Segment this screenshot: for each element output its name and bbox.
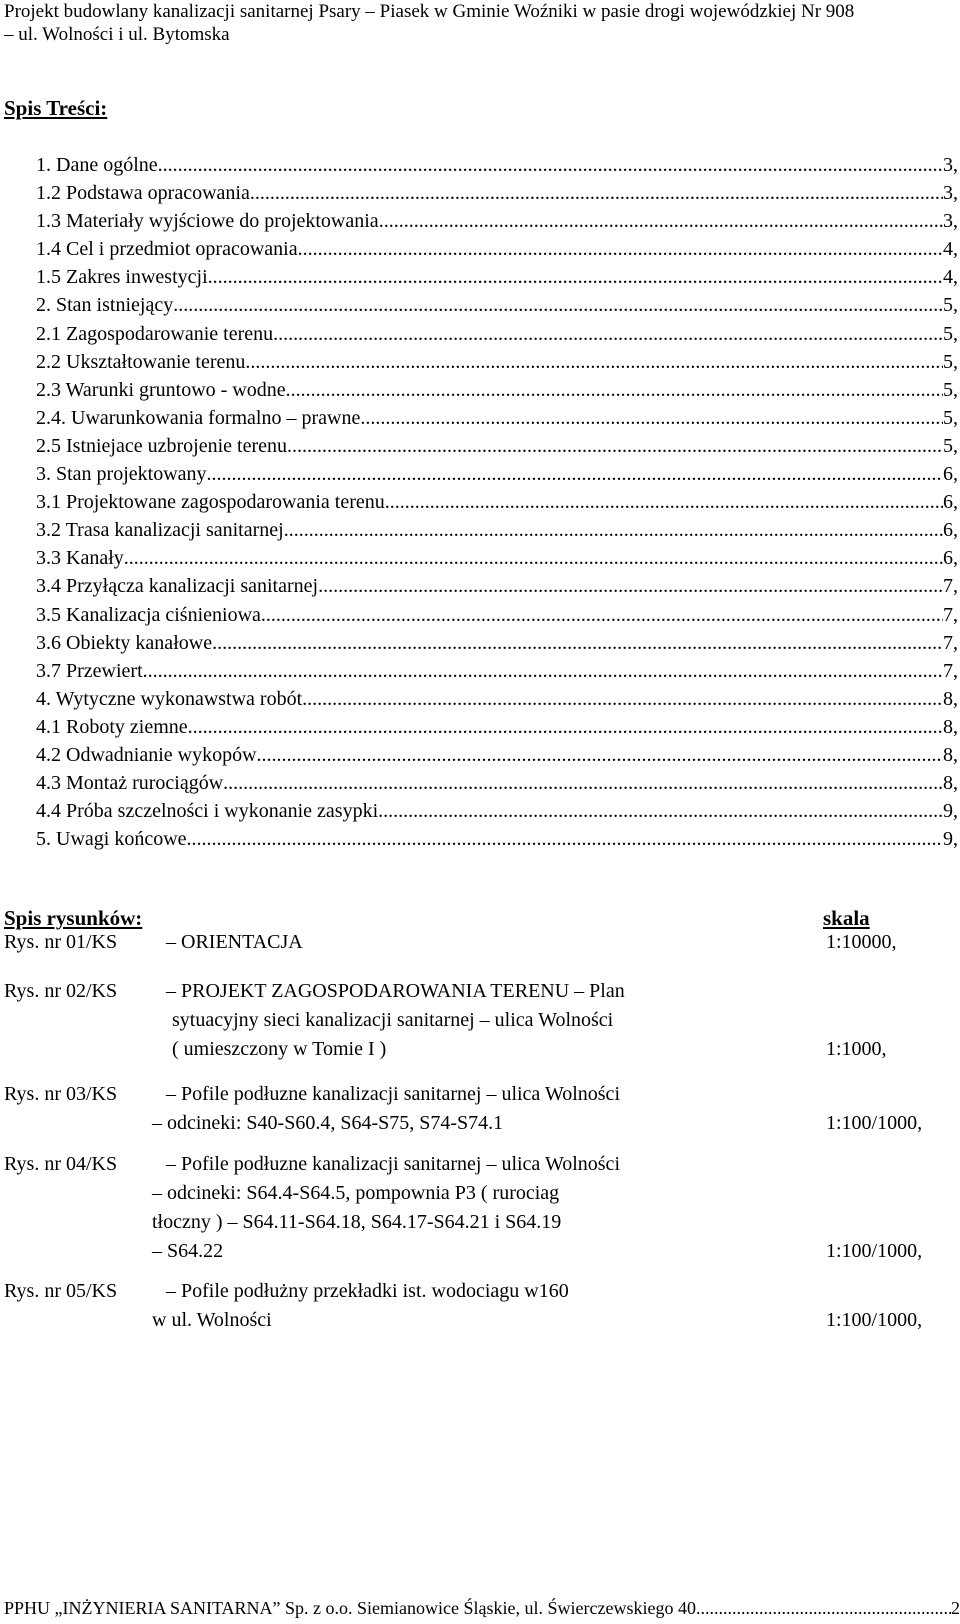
figure-description-line: w ul. Wolności [152, 1309, 272, 1331]
toc-item [36, 376, 958, 404]
figure-scale: 1:100/1000, [826, 1309, 923, 1331]
toc-leader-dots [187, 825, 943, 853]
toc-item-page: 6, [943, 519, 958, 542]
figure-description-line: – Pofile podłuzne kanalizacji sanitarnej – ulica Wolności [166, 1083, 620, 1105]
toc-leader-dots [207, 460, 943, 488]
toc-leader-dots [284, 516, 943, 544]
toc-item-page: 8, [943, 715, 958, 738]
figure-description-line: – odcineki: S64.4-S64.5, pompownia P3 ( rurociag [152, 1182, 560, 1204]
toc-item-label: 3. Stan projektowany [36, 463, 207, 486]
toc-leader-dots [385, 488, 943, 516]
toc-item [36, 544, 958, 572]
toc-item-label: 1.5 Zakres inwestycji [36, 266, 208, 289]
toc-item [36, 320, 958, 348]
toc-item [36, 825, 958, 853]
toc-item-page: 4, [943, 238, 958, 261]
toc-item-page: 8, [943, 772, 958, 795]
toc-leader-dots [173, 291, 943, 319]
toc-leader-dots [188, 713, 943, 741]
figure-description-line: – Pofile podłuzne kanalizacji sanitarnej – ulica Wolności [166, 1153, 620, 1175]
footer-leader-dots [696, 1597, 951, 1619]
toc-item-page: 5, [943, 406, 958, 429]
toc-item [36, 797, 958, 825]
figure-description-line: – Pofile podłużny przekładki ist. wodociagu w160 [166, 1280, 569, 1302]
toc-item [36, 685, 958, 713]
toc-item-page: 5, [943, 350, 958, 373]
toc-item [36, 460, 958, 488]
toc-item-label: 2.2 Ukształtowanie terenu [36, 350, 246, 373]
toc-leader-dots [302, 685, 943, 713]
figure-description-line: – S64.22 [152, 1240, 224, 1262]
figure-description-line: – ORIENTACJA [166, 931, 303, 953]
figures-scale-header: skala [823, 906, 870, 930]
toc-leader-dots [208, 263, 943, 291]
toc-item-page: 6, [943, 547, 958, 570]
toc-item [36, 657, 958, 685]
toc-item-label: 1.4 Cel i przedmiot opracowania [36, 238, 298, 261]
toc-item-label: 3.1 Projektowane zagospodarowania terenu [36, 491, 385, 514]
toc-leader-dots [250, 179, 943, 207]
toc-item-page: 7, [943, 575, 958, 598]
figure-code: Rys. nr 03/KS [4, 1083, 118, 1105]
figure-code: Rys. nr 05/KS [4, 1280, 118, 1302]
toc-item-label: 3.6 Obiekty kanałowe [36, 631, 213, 654]
toc-leader-dots [318, 572, 943, 600]
toc-item-label: 1.2 Podstawa opracowania [36, 182, 250, 205]
toc-item-page: 5, [943, 378, 958, 401]
toc-leader-dots [143, 657, 943, 685]
header-line-2: – ul. Wolności i ul. Bytomska [4, 24, 230, 45]
toc-item-page: 6, [943, 463, 958, 486]
toc-item-label: 2.4. Uwarunkowania formalno – prawne [36, 406, 361, 429]
figure-description-line: – PROJEKT ZAGOSPODAROWANIA TERENU – Plan [166, 980, 625, 1002]
figure-description-line: sytuacyjny sieci kanalizacji sanitarnej – ulica Wolności [172, 1009, 614, 1031]
toc-item-label: 3.5 Kanalizacja ciśnieniowa [36, 603, 261, 626]
figure-scale: 1:10000, [826, 931, 897, 953]
header-line-1: Projekt budowlany kanalizacji sanitarnej Psary – Piasek w Gminie Woźniki w pasie drogi wojewódzkiej Nr 908 [4, 1, 855, 22]
toc-leader-dots [223, 769, 943, 797]
toc-leader-dots [212, 629, 943, 657]
toc-leader-dots [245, 348, 943, 376]
toc-item-page: 4, [943, 266, 958, 289]
toc-item-page: 3, [943, 154, 958, 176]
toc-item-page: 8, [943, 743, 958, 766]
toc-item [36, 516, 958, 544]
toc-item [36, 488, 958, 516]
toc-leader-dots [261, 601, 943, 629]
figure-description-line: ( umieszczony w Tomie I ) [172, 1038, 387, 1060]
toc-item-label: 4. Wytyczne wykonawstwa robót [36, 687, 303, 710]
toc-item-label: 2.5 Istniejace uzbrojenie terenu [36, 434, 287, 457]
toc-item-page: 7, [943, 603, 958, 626]
toc-leader-dots [286, 376, 943, 404]
document-header [4, 0, 954, 46]
toc-item [36, 572, 958, 600]
toc-item [36, 348, 958, 376]
figure-description-line: – odcineki: S40-S60.4, S64-S75, S74-S74.1 [152, 1112, 504, 1134]
toc-item [36, 769, 958, 797]
figure-code: Rys. nr 02/KS [4, 980, 118, 1002]
footer-text: PPHU „INŻYNIERIA SANITARNA” Sp. z o.o. Siemianowice Śląskie, ul. Świerczewskiego 40 [4, 1598, 696, 1618]
toc-leader-dots [378, 797, 943, 825]
toc-item-page: 9, [943, 828, 958, 851]
figure-code: Rys. nr 01/KS [4, 931, 118, 953]
toc-item [36, 713, 958, 741]
toc-item-page: 3, [943, 182, 958, 205]
toc-item-page: 5, [943, 322, 958, 345]
toc-item [36, 207, 958, 235]
toc-item-page: 8, [943, 687, 958, 710]
toc-item-label: 2.3 Warunki gruntowo - wodne [36, 378, 286, 401]
toc-item [36, 263, 958, 291]
toc-leader-dots [158, 151, 943, 179]
toc-leader-dots [360, 404, 943, 432]
figure-scale: 1:100/1000, [826, 1240, 923, 1262]
toc-item-label: 5. Uwagi końcowe [36, 828, 187, 851]
toc-item [36, 629, 958, 657]
toc-item-page: 9, [943, 800, 958, 823]
toc-leader-dots [273, 320, 943, 348]
toc-item-label: 4.3 Montaż rurociągów [36, 772, 224, 795]
toc-item-label: 3.7 Przewiert [36, 659, 143, 682]
toc-item [36, 291, 958, 319]
toc-item-label: 1. Dane ogólne [36, 154, 158, 176]
toc-leader-dots [379, 207, 943, 235]
toc-item-page: 7, [943, 659, 958, 682]
toc-item-label: 3.3 Kanały [36, 547, 124, 570]
toc-item-label: 3.4 Przyłącza kanalizacji sanitarnej [36, 575, 319, 598]
toc-item-page: 7, [943, 631, 958, 654]
toc-item-page: 3, [943, 210, 958, 233]
toc-item-page: 5, [943, 294, 958, 317]
toc-title: Spis Treści: [4, 96, 108, 120]
toc-item-label: 2. Stan istniejący [36, 294, 174, 317]
toc-item [36, 741, 958, 769]
toc-item [36, 601, 958, 629]
toc-item [36, 432, 958, 460]
toc-item-page: 5, [943, 434, 958, 457]
toc-item-label: 4.1 Roboty ziemne [36, 715, 188, 738]
toc-item-label: 4.4 Próba szczelności i wykonanie zasypki [36, 800, 379, 823]
figure-description-line: tłoczny ) – S64.11-S64.18, S64.17-S64.21 i S64.19 [152, 1211, 562, 1233]
toc-item-label: 1.3 Materiały wyjściowe do projektowania [36, 210, 379, 233]
toc-item [36, 151, 958, 179]
toc-item [36, 179, 958, 207]
table-of-contents [36, 151, 958, 853]
figure-code: Rys. nr 04/KS [4, 1153, 118, 1175]
toc-item-page: 6, [943, 491, 958, 514]
toc-leader-dots [124, 544, 943, 572]
figures-title: Spis rysunków: [4, 906, 143, 930]
toc-item-label: 3.2 Trasa kanalizacji sanitarnej [36, 519, 284, 542]
figure-scale: 1:1000, [826, 1038, 887, 1060]
toc-item-label: 2.1 Zagospodarowanie terenu [36, 322, 274, 345]
toc-item-label: 4.2 Odwadnianie wykopów [36, 743, 257, 766]
document-footer [4, 1597, 960, 1619]
footer-page-number: 2 [951, 1598, 960, 1618]
toc-leader-dots [257, 741, 943, 769]
toc-item [36, 404, 958, 432]
toc-item [36, 235, 958, 263]
toc-leader-dots [298, 235, 943, 263]
toc-leader-dots [287, 432, 943, 460]
figure-scale: 1:100/1000, [826, 1112, 923, 1134]
